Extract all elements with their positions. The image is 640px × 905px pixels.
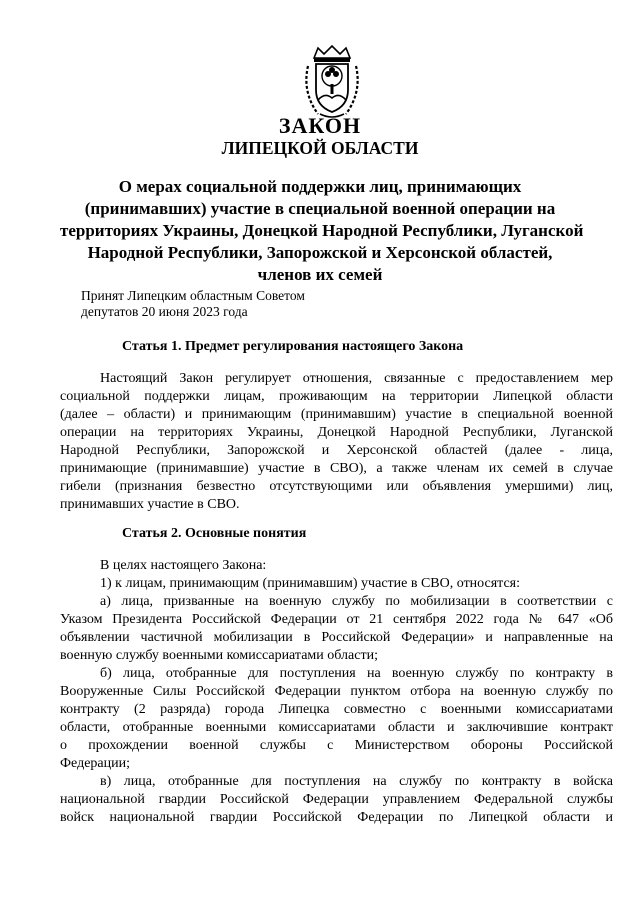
law-heading [60,176,584,286]
text-line: Указом Президента Российской Федерации от 21 сентября 2022 года № 647 «Об [60,612,613,627]
text-line: Настоящий Закон регулирует отношения, связанные с предоставлением мер [100,371,613,386]
text-line: Народной Республики, Запорожской и Херсонской областей (далее - лица, [60,443,613,458]
text-line: национальной гвардии Российской Федерации управлением Федеральной службы [60,792,613,807]
article-2-title: Статья 2. Основные понятия [122,526,307,541]
article-1-body [60,370,613,514]
text-line: Вооруженные Силы Российской Федерации пунктом отбора на военную службу по [60,684,613,699]
acceptance-line: Принят Липецким областным Советом [81,288,305,303]
heading-line: (принимавших) участие в специальной военной операции на [84,199,556,218]
text-line: в) лица, отобранные для поступления на службу по контракту в войска [100,774,613,789]
text-line: социальной поддержки лицам, проживающим на территории Липецкой области [60,389,613,404]
text-line: принимавших участие в СВО. [60,497,240,512]
coat-of-arms-emblem [300,44,364,120]
acceptance-note [81,288,305,320]
text-line: контракту (2 разряда) города Липецка совместно с военными комиссариатами [60,702,613,717]
law-title: ЗАКОН [278,113,362,138]
heading-line: территориях Украины, Донецкой Народной Республики, Луганской [60,221,584,240]
text-line: б) лица, отобранные для поступления на военную службу по контракту в [100,666,613,681]
law-region: ЛИПЕЦКОЙ ОБЛАСТИ [221,138,419,158]
acceptance-line: депутатов 20 июня 2023 года [81,304,248,319]
text-line: объявлении частичной мобилизации в Российской Федерации» и направленные на [60,630,613,645]
heading-line: О мерах социальной поддержки лиц, принимающих [118,177,522,196]
text-line: военную службу военными комиссариатами области; [60,648,378,663]
text-line: принимающие (принимавшие) участие в СВО), а также членам их семей в случае [60,461,613,476]
article-1-title: Статья 1. Предмет регулирования настоящего Закона [122,339,464,354]
text-line: о прохождении военной службы с Министерством обороны Российской [60,738,613,753]
text-line: Федерации; [60,756,131,771]
text-line: гибели (признания безвестно отсутствующими или объявления умершими) лиц, [60,479,613,494]
article-2-body [60,557,613,827]
text-line: операции на территориях Украины, Донецкой Народной Республики, Луганской [60,425,613,440]
heading-line: членов их семей [257,265,383,284]
heading-line: Народной Республики, Запорожской и Херсонской областей, [87,243,553,262]
text-line: а) лица, призванные на военную службу по мобилизации в соответствии с [100,594,613,609]
text-line: войск национальной гвардии Российской Федерации по Липецкой области и [60,810,613,825]
text-line: (далее – области) и принимающим (принимавшим) участие в специальной военной [60,407,613,422]
text-line: 1) к лицам, принимающим (принимавшим) участие в СВО, относятся: [100,576,521,591]
text-line: В целях настоящего Закона: [100,558,267,573]
text-line: области, отобранные военными комиссариатами области и заключившие контракт [60,720,613,735]
